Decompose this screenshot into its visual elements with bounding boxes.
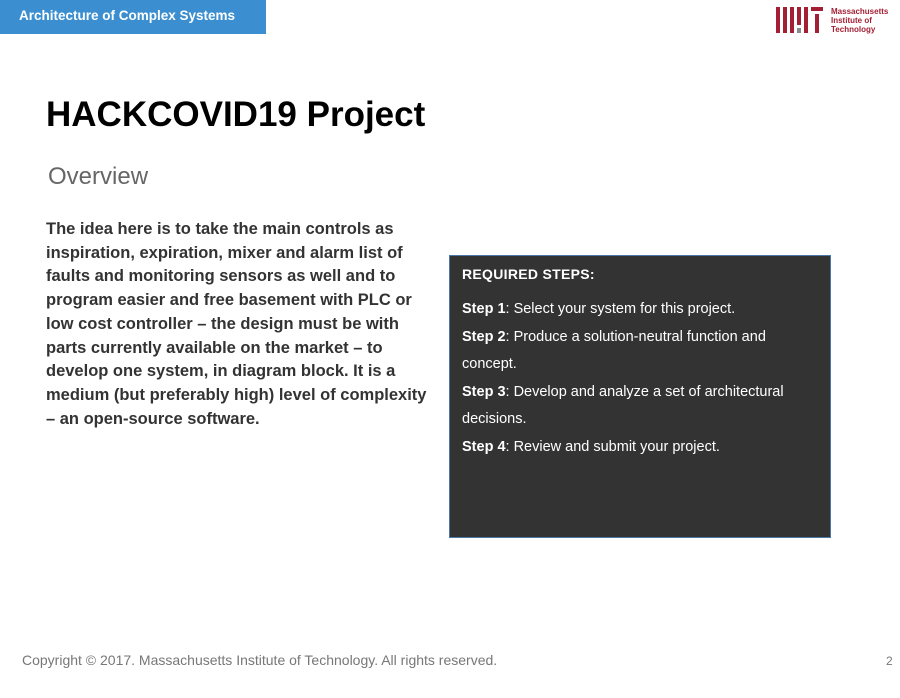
required-steps-box (449, 255, 831, 538)
project-description: The idea here is to take the main controls as inspiration, expiration, mixer and alarm list of faults and monitoring sensors as well and to program easier and free basement with PLC or low cost controller – the design must be with parts currently available on the market – to develop one system, in diagram block. It is a medium (but preferably high) level of complexity – an open-source software. (46, 220, 427, 428)
page-number: 2 (886, 654, 893, 668)
step-item: Step 3: Develop and analyze a set of architectural decisions. (462, 383, 784, 427)
mit-logo-text: Massachusetts Institute of Technology (831, 7, 889, 34)
step-item: Step 2: Produce a solution-neutral function and concept. (462, 328, 766, 372)
copyright-footer: Copyright © 2017. Massachusetts Institute of Technology. All rights reserved. (22, 652, 498, 668)
mit-logo (776, 7, 896, 35)
required-steps-title: REQUIRED STEPS: (462, 266, 595, 282)
mit-logo-mark-icon (776, 7, 824, 33)
slide-subtitle: Overview (48, 163, 149, 190)
slide-title: HACKCOVID19 Project (46, 95, 426, 134)
course-banner (0, 0, 266, 34)
course-title: Architecture of Complex Systems (19, 8, 236, 23)
step-item: Step 4: Review and submit your project. (462, 438, 720, 455)
steps-list (462, 296, 817, 461)
step-item: Step 1: Select your system for this project. (462, 301, 736, 317)
